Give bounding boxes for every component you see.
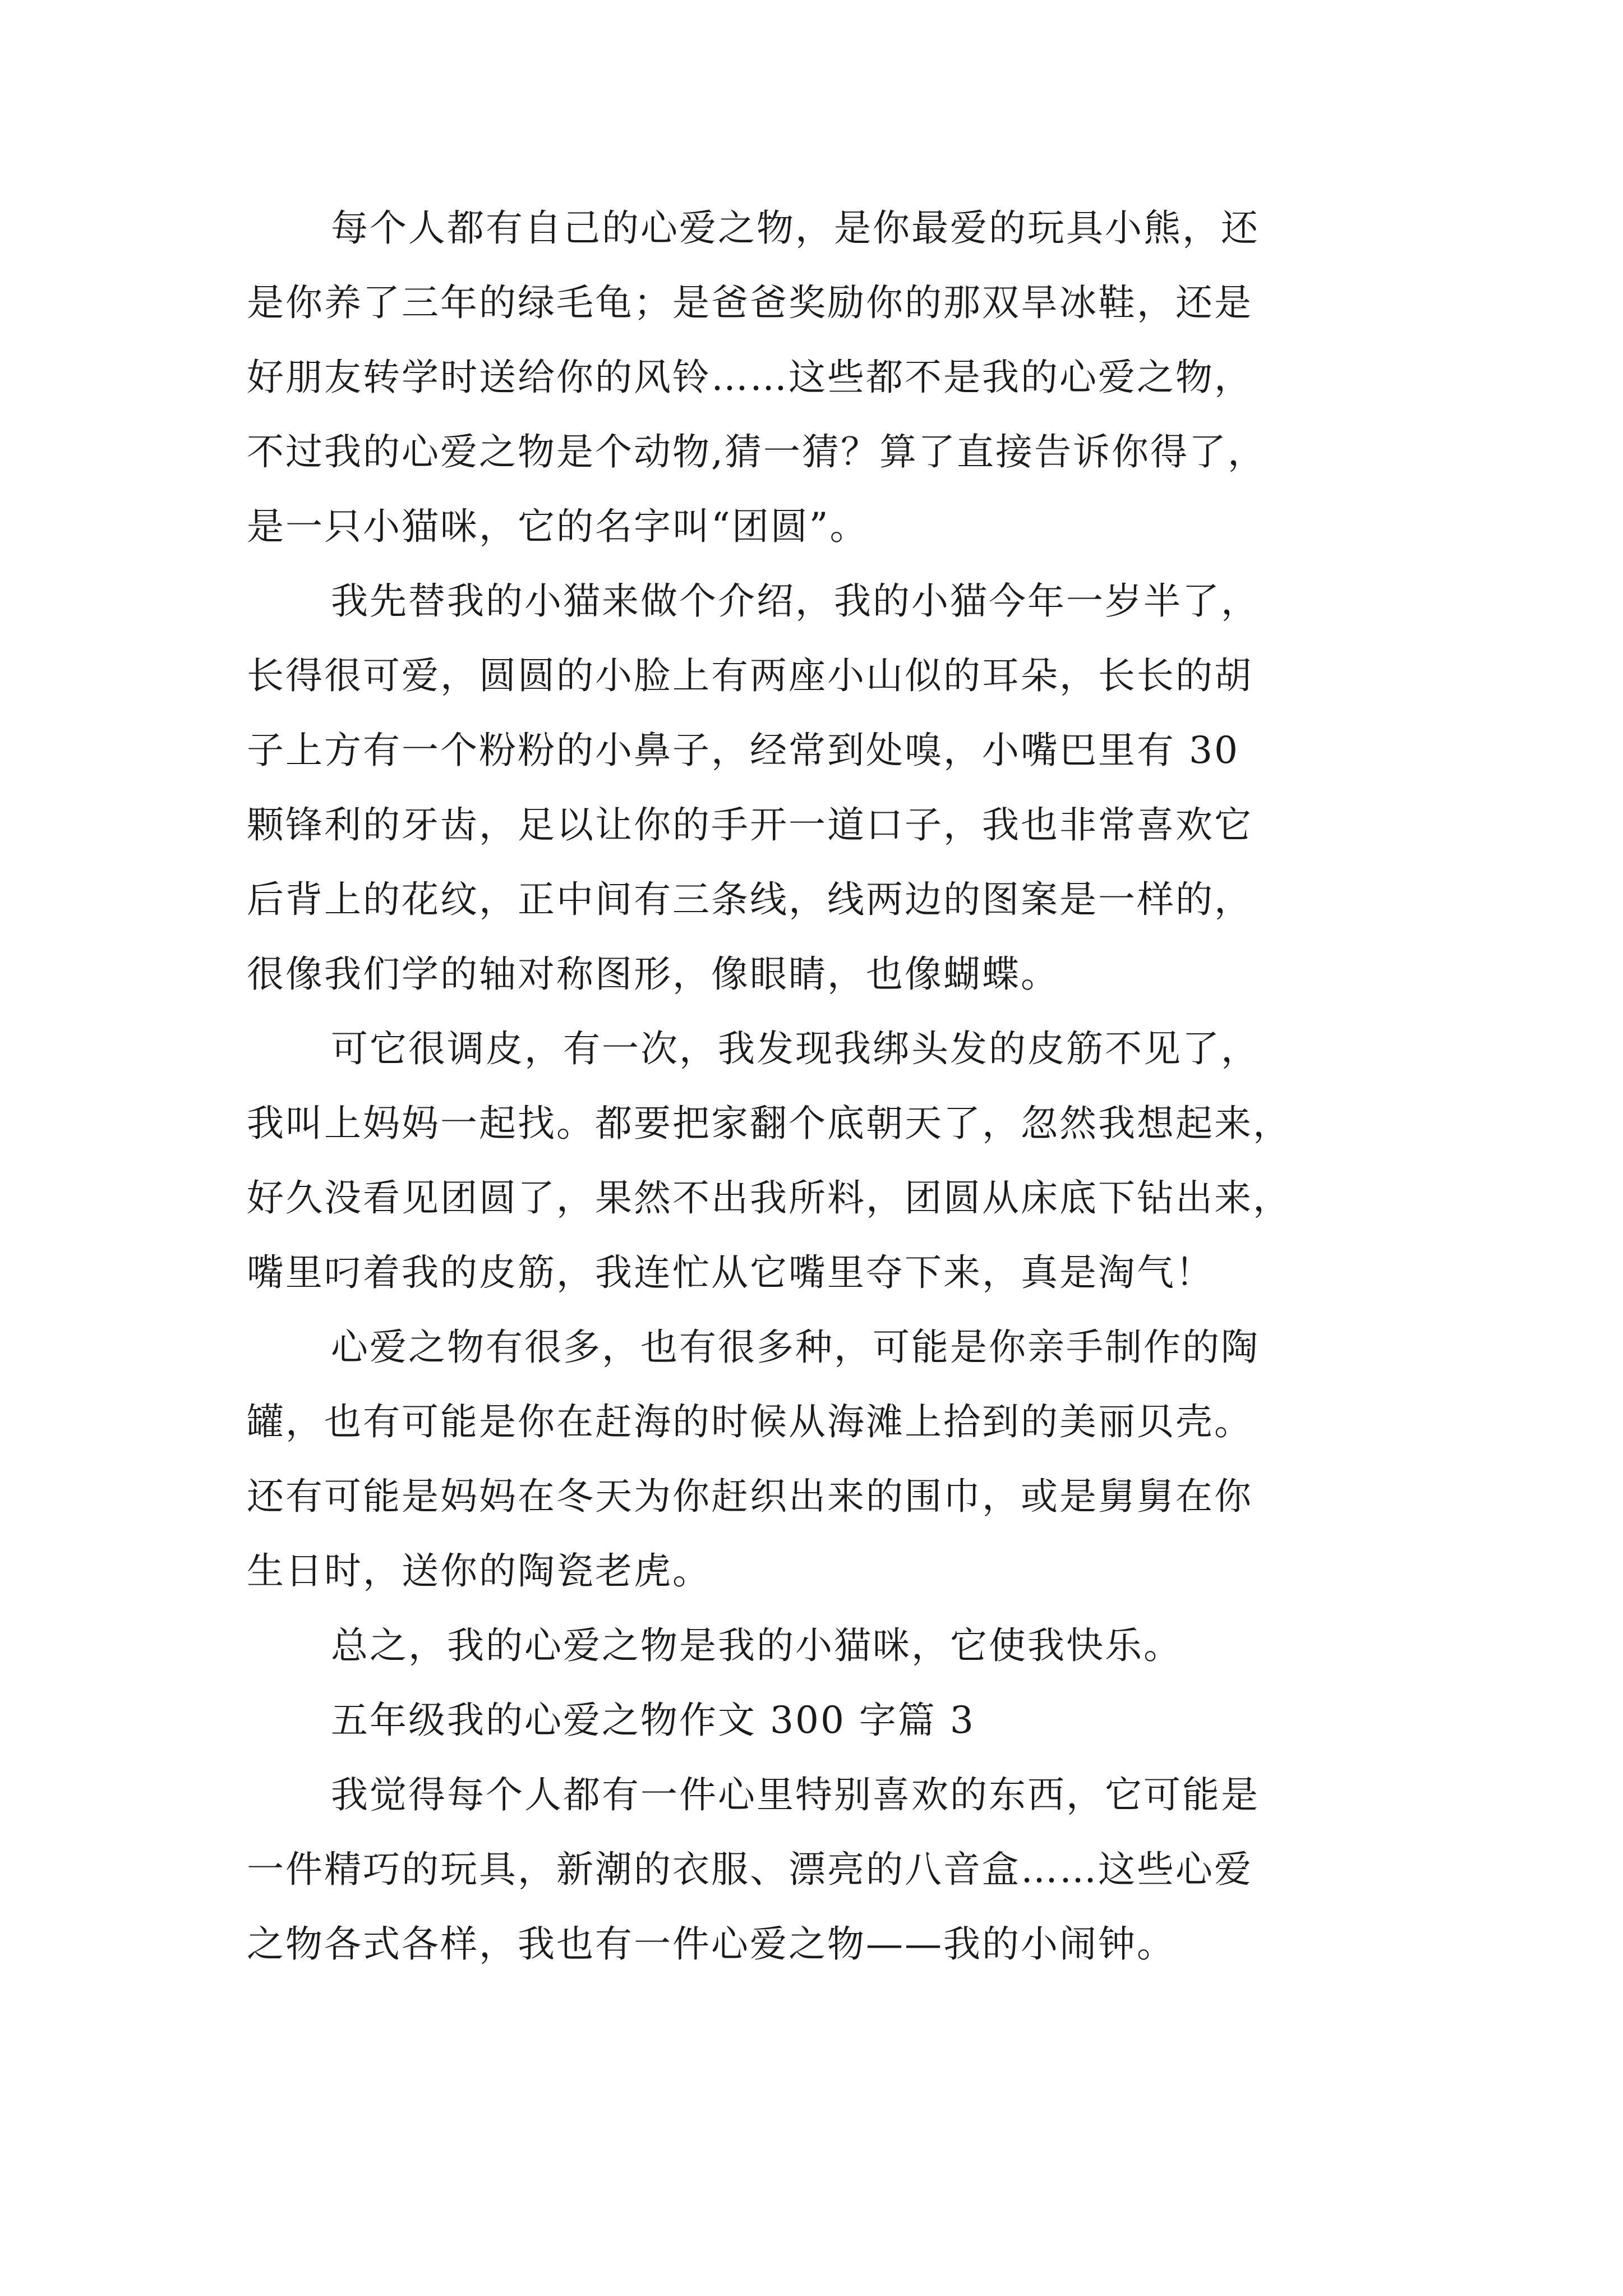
text-line: 子上方有一个粉粉的小鼻子，经常到处嗅，小嘴巴里有 30	[247, 729, 1239, 772]
text-line: 是你养了三年的绿毛龟；是爸爸奖励你的那双旱冰鞋，还是	[247, 281, 1253, 324]
essay-text	[247, 191, 1413, 1981]
text-line: 心爱之物有很多，也有很多种，可能是你亲手制作的陶	[331, 1326, 1260, 1369]
paragraph-alarm-clock	[247, 1757, 1413, 1981]
text-line: 一件精巧的玩具，新潮的衣服、漂亮的八音盒……这些心爱	[247, 1848, 1253, 1891]
text-line: 五年级我的心爱之物作文 300 字篇 3	[331, 1699, 975, 1742]
paragraph-favorite-things	[247, 191, 1413, 564]
text-line: 我先替我的小猫来做个介绍，我的小猫今年一岁半了，	[331, 579, 1260, 623]
text-line: 生日时，送你的陶瓷老虎。	[247, 1549, 711, 1593]
paragraph-many-treasures	[247, 1310, 1413, 1608]
text-line: 很像我们学的轴对称图形，像眼睛，也像蝴蝶。	[247, 953, 1059, 996]
paragraph-conclusion	[247, 1608, 1413, 1683]
text-line: 不过我的心爱之物是个动物,猜一猜？算了直接告诉你得了，	[247, 430, 1266, 473]
paragraph-cat-introduction	[247, 564, 1413, 1011]
text-line: 好朋友转学时送给你的风铃……这些都不是我的心爱之物，	[247, 356, 1253, 399]
text-line: 长得很可爱，圆圆的小脸上有两座小山似的耳朵，长长的胡	[247, 654, 1253, 697]
text-line: 后背上的花纹，正中间有三条线，线两边的图案是一样的，	[247, 878, 1253, 921]
text-line: 颗锋利的牙齿，足以让你的手开一道口子，我也非常喜欢它	[247, 803, 1253, 846]
text-line: 总之，我的心爱之物是我的小猫咪，它使我快乐。	[331, 1624, 1182, 1667]
text-line: 好久没看见团圆了，果然不出我所料，团圆从床底下钻出来，	[247, 1176, 1292, 1220]
text-line: 可它很调皮，有一次，我发现我绑头发的皮筋不见了，	[331, 1027, 1260, 1070]
text-line: 我叫上妈妈一起找。都要把家翻个底朝天了，忽然我想起来，	[247, 1102, 1292, 1145]
text-line: 嘴里叼着我的皮筋，我连忙从它嘴里夺下来，真是淘气！	[247, 1251, 1214, 1294]
text-line: 还有可能是妈妈在冬天为你赶织出来的围巾，或是舅舅在你	[247, 1475, 1253, 1518]
text-line: 每个人都有自己的心爱之物，是你最爱的玩具小熊，还	[331, 206, 1260, 250]
text-line: 是一只小猫咪，它的名字叫“团圆”。	[247, 505, 869, 548]
paragraph-naughty-cat	[247, 1011, 1413, 1310]
section-heading	[247, 1683, 1413, 1757]
text-line: 罐，也有可能是你在赶海的时候从海滩上拾到的美丽贝壳。	[247, 1400, 1253, 1443]
text-line: 我觉得每个人都有一件心里特别喜欢的东西，它可能是	[331, 1773, 1260, 1816]
text-line: 之物各式各样，我也有一件心爱之物——我的小闹钟。	[247, 1922, 1175, 1966]
